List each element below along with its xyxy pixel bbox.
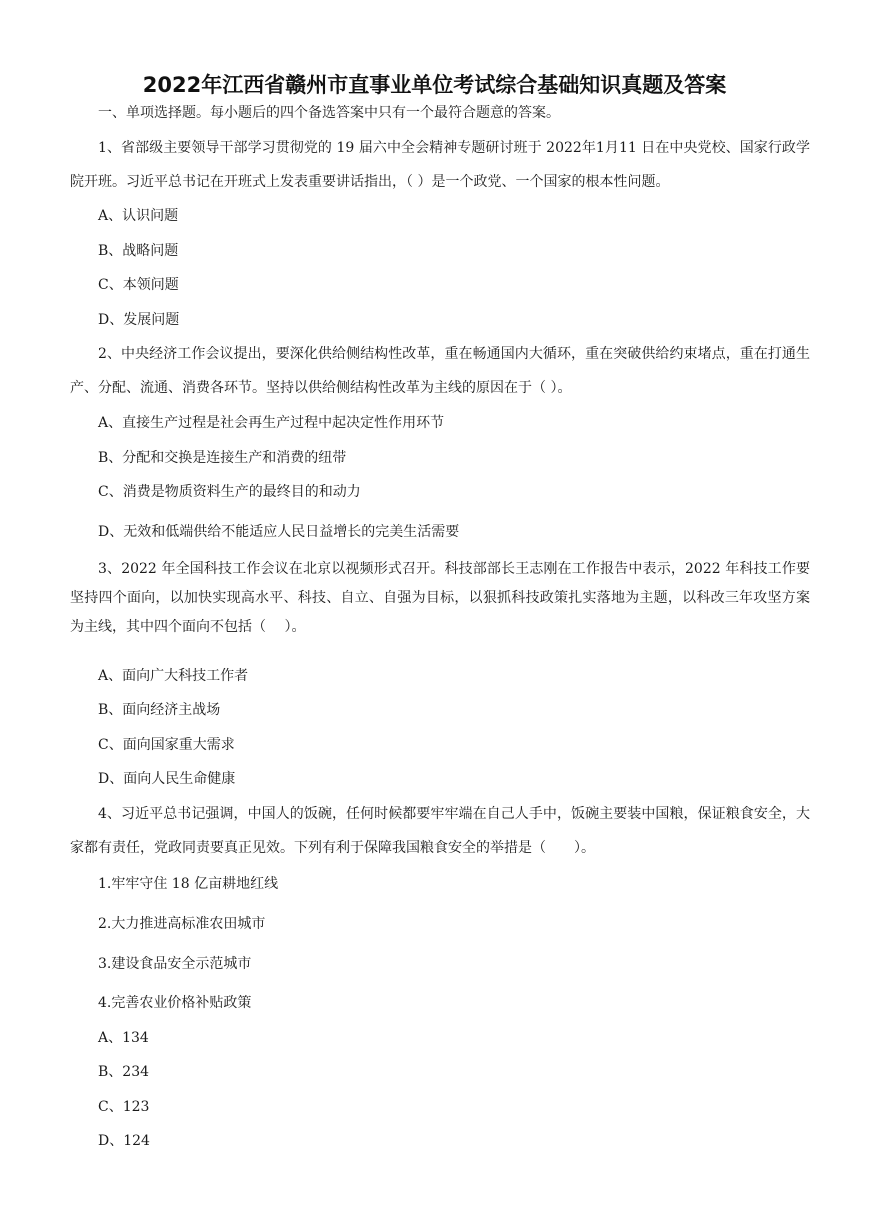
question-1-option-c: C、本领问题 xyxy=(98,277,179,293)
question-4-option-c: C、123 xyxy=(98,1099,150,1115)
question-2-stem: 2、中央经济工作会议提出，要深化供给侧结构性改革，重在畅通国内大循环，重在突破供给约束堵点，重在打通生产、分配、流通、消费各环节。坚持以供给侧结构性改革为主线的原因在于（ ）。 xyxy=(70,346,810,396)
question-2-option-b: B、分配和交换是连接生产和消费的纽带 xyxy=(98,450,347,466)
question-3-option-b: B、面向经济主战场 xyxy=(98,702,221,718)
question-1-option-a: A、认识问题 xyxy=(98,208,179,224)
question-3-option-c: C、面向国家重大需求 xyxy=(98,737,235,753)
question-2-option-a: A、直接生产过程是社会再生产过程中起决定性作用环节 xyxy=(98,415,445,431)
question-2-option-d: D、无效和低端供给不能适应人民日益增长的完美生活需要 xyxy=(98,524,460,540)
question-4-option-a: A、134 xyxy=(98,1030,149,1046)
section-heading: 一、单项选择题。每小题后的四个备选答案中只有一个最符合题意的答案。 xyxy=(98,105,560,121)
question-4-option-d: D、124 xyxy=(98,1133,150,1149)
question-3-stem: 3、2022 年全国科技工作会议在北京以视频形式召开。科技部部长王志刚在工作报告中表示，2022 年科技工作要坚持四个面向，以加快实现高水平、科技、自立、自强为目标，以狠抓科技政策扎实落地为主题，以科改三年攻坚方案为主线，其中四个面向不包括（ ）。 xyxy=(70,561,810,635)
question-1-option-d: D、发展问题 xyxy=(98,312,180,328)
question-4-stem: 4、习近平总书记强调，中国人的饭碗，任何时候都要牢牢端在自己人手中，饭碗主要装中国粮，保证粮食安全，大家都有责任，党政同责要真正见效。下列有利于保障我国粮食安全的举措是（ ）。 xyxy=(70,806,810,856)
question-3-option-a: A、面向广大科技工作者 xyxy=(98,668,249,684)
question-4-item-4: 4.完善农业价格补贴政策 xyxy=(98,995,252,1011)
question-4-item-3: 3.建设食品安全示范城市 xyxy=(98,956,252,972)
question-3-option-d: D、面向人民生命健康 xyxy=(98,771,236,787)
question-1-stem: 1、省部级主要领导干部学习贯彻党的 19 届六中全会精神专题研讨班于 2022年1月11 日在中央党校、国家行政学院开班。习近平总书记在开班式上发表重要讲话指出，（ ）是一个政党、一个国家的根本性问题。 xyxy=(70,140,810,190)
question-4-item-1: 1.牢牢守住 18 亿亩耕地红线 xyxy=(98,876,279,892)
question-2-option-c: C、消费是物质资料生产的最终目的和动力 xyxy=(98,484,361,500)
document-title: 2022年江西省赣州市直事业单位考试综合基础知识真题及答案 xyxy=(142,73,727,97)
question-4-option-b: B、234 xyxy=(98,1064,150,1080)
question-1-option-b: B、战略问题 xyxy=(98,243,179,259)
question-4-item-2: 2.大力推进高标准农田城市 xyxy=(98,916,266,932)
